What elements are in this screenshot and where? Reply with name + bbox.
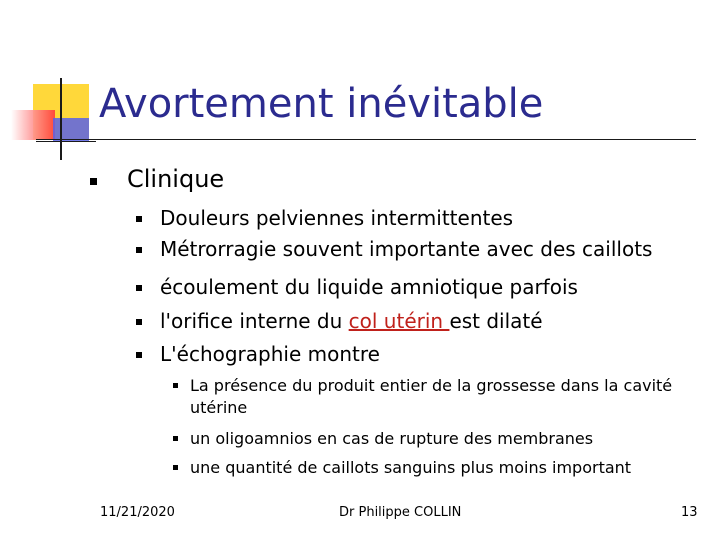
square-bullet-icon [136,352,142,358]
bullet-text-before-link: l'orifice interne du [160,309,349,333]
bullet-level2-text: L'échographie montre [160,342,380,366]
bullet-level2-item [0,307,720,338]
square-bullet-icon [136,319,142,325]
ornament-vertical-line [60,78,62,160]
bullet-level2-text: écoulement du liquide amniotique parfois [160,275,578,299]
footer-page-number: 13 [681,505,698,520]
bullet-level2-item [0,235,720,266]
bullet-level1-text: Clinique [127,165,225,193]
slide-title: Avortement inévitable [99,81,544,127]
bullet-level3-text: un oligoamnios en cas de rupture des membranes [190,429,594,448]
square-bullet-icon [90,178,97,185]
bullet-level2-text: Douleurs pelviennes intermittentes [160,206,514,230]
bullet-level2-text: Métrorragie souvent importante avec des caillots [160,237,653,261]
square-bullet-icon [136,247,142,253]
square-bullet-icon [136,285,142,291]
bullet-level2-item [0,204,720,235]
bullet-level3-text: La présence du produit entier de la grossesse dans la cavité utérine [190,376,673,417]
col-uterin-link[interactable]: col utérin [348,309,450,333]
ornament-red-bar [11,110,55,140]
square-bullet-icon [173,436,178,441]
footer-date: 11/21/2020 [100,505,175,520]
bullet-level2-item [0,340,720,371]
title-underline [36,139,696,140]
bullet-level2-item [0,273,720,304]
ornament-short-line [36,141,96,142]
footer-author: Dr Philippe COLLIN [339,505,462,520]
bullet-level2-text [160,307,543,335]
square-bullet-icon [136,216,142,222]
bullet-text-after-link: est dilaté [449,309,543,333]
bullet-level3-text: une quantité de caillots sanguins plus moins important [190,458,632,477]
square-bullet-icon [173,465,178,470]
square-bullet-icon [173,383,178,388]
